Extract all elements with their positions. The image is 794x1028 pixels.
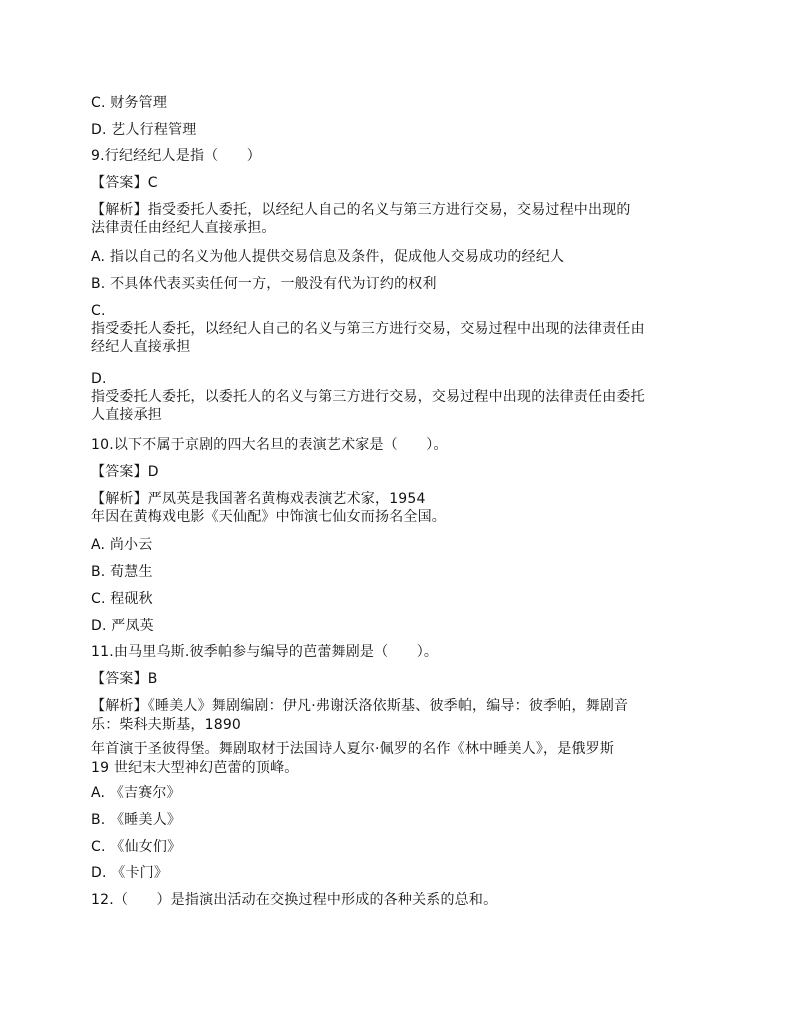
option-c-line: C. 财务管理 (91, 95, 168, 111)
answer-10: 【答案】D (91, 464, 159, 480)
option-c-10: C. 程砚秋 (91, 591, 153, 607)
question-11: 11.由马里乌斯.彼季帕参与编导的芭蕾舞剧是（ ）。 (91, 644, 439, 660)
option-d-11: D. 《卡门》 (91, 865, 169, 881)
option-d-9-label: D. (91, 371, 107, 387)
analysis-11-line-4: 19 世纪末大型神幻芭蕾的顶峰。 (91, 760, 299, 776)
option-b-11: B. 《睡美人》 (91, 812, 182, 828)
option-c-11: C. 《仙女们》 (91, 839, 182, 855)
answer-9: 【答案】C (91, 175, 158, 191)
option-c-9-label: C. (91, 303, 106, 319)
option-b-9: B. 不具体代表买卖任何一方，一般没有代为订约的权利 (91, 276, 437, 292)
analysis-11-line-2: 乐：柴科夫斯基，1890 (91, 717, 242, 733)
analysis-9-line-1: 【解析】指受委托人委托，以经纪人自己的名义与第三方进行交易，交易过程中出现的 (91, 202, 631, 218)
analysis-9-line-2: 法律责任由经纪人直接承担。 (91, 220, 276, 236)
option-c-9-line-1: 指受委托人委托，以经纪人自己的名义与第三方进行交易，交易过程中出现的法律责任由 (91, 321, 645, 337)
question-10: 10.以下不属于京剧的四大名旦的表演艺术家是（ ）。 (91, 437, 448, 453)
analysis-10-line-2: 年因在黄梅戏电影《天仙配》中饰演七仙女而扬名全国。 (91, 509, 446, 525)
analysis-11-line-3: 年首演于圣彼得堡。舞剧取材于法国诗人夏尔·佩罗的名作《林中睡美人》，是俄罗斯 (91, 741, 615, 757)
option-b-10: B. 荀慧生 (91, 564, 153, 580)
option-a-11: A. 《吉赛尔》 (91, 785, 181, 801)
option-a-10: A. 尚小云 (91, 537, 153, 553)
option-d-9-line-1: 指受委托人委托，以委托人的名义与第三方进行交易，交易过程中出现的法律责任由委托 (91, 389, 645, 405)
option-c-9-line-2: 经纪人直接承担 (91, 339, 191, 355)
option-d-10: D. 严凤英 (91, 618, 154, 634)
analysis-10-line-1: 【解析】严凤英是我国著名黄梅戏表演艺术家，1954 (91, 491, 426, 507)
option-d-line: D. 艺人行程管理 (91, 122, 197, 138)
option-d-9-line-2: 人直接承担 (91, 407, 162, 423)
analysis-11-line-1: 【解析】《睡美人》舞剧编剧：伊凡·弗谢沃洛依斯基、彼季帕，编导：彼季帕，舞剧音 (91, 698, 629, 714)
question-9: 9.行纪经纪人是指（ ） (91, 148, 261, 164)
answer-11: 【答案】B (91, 671, 158, 687)
question-12: 12.（ ）是指演出活动在交换过程中形成的各种关系的总和。 (91, 892, 498, 908)
option-a-9: A. 指以自己的名义为他人提供交易信息及条件，促成他人交易成功的经纪人 (91, 249, 565, 265)
